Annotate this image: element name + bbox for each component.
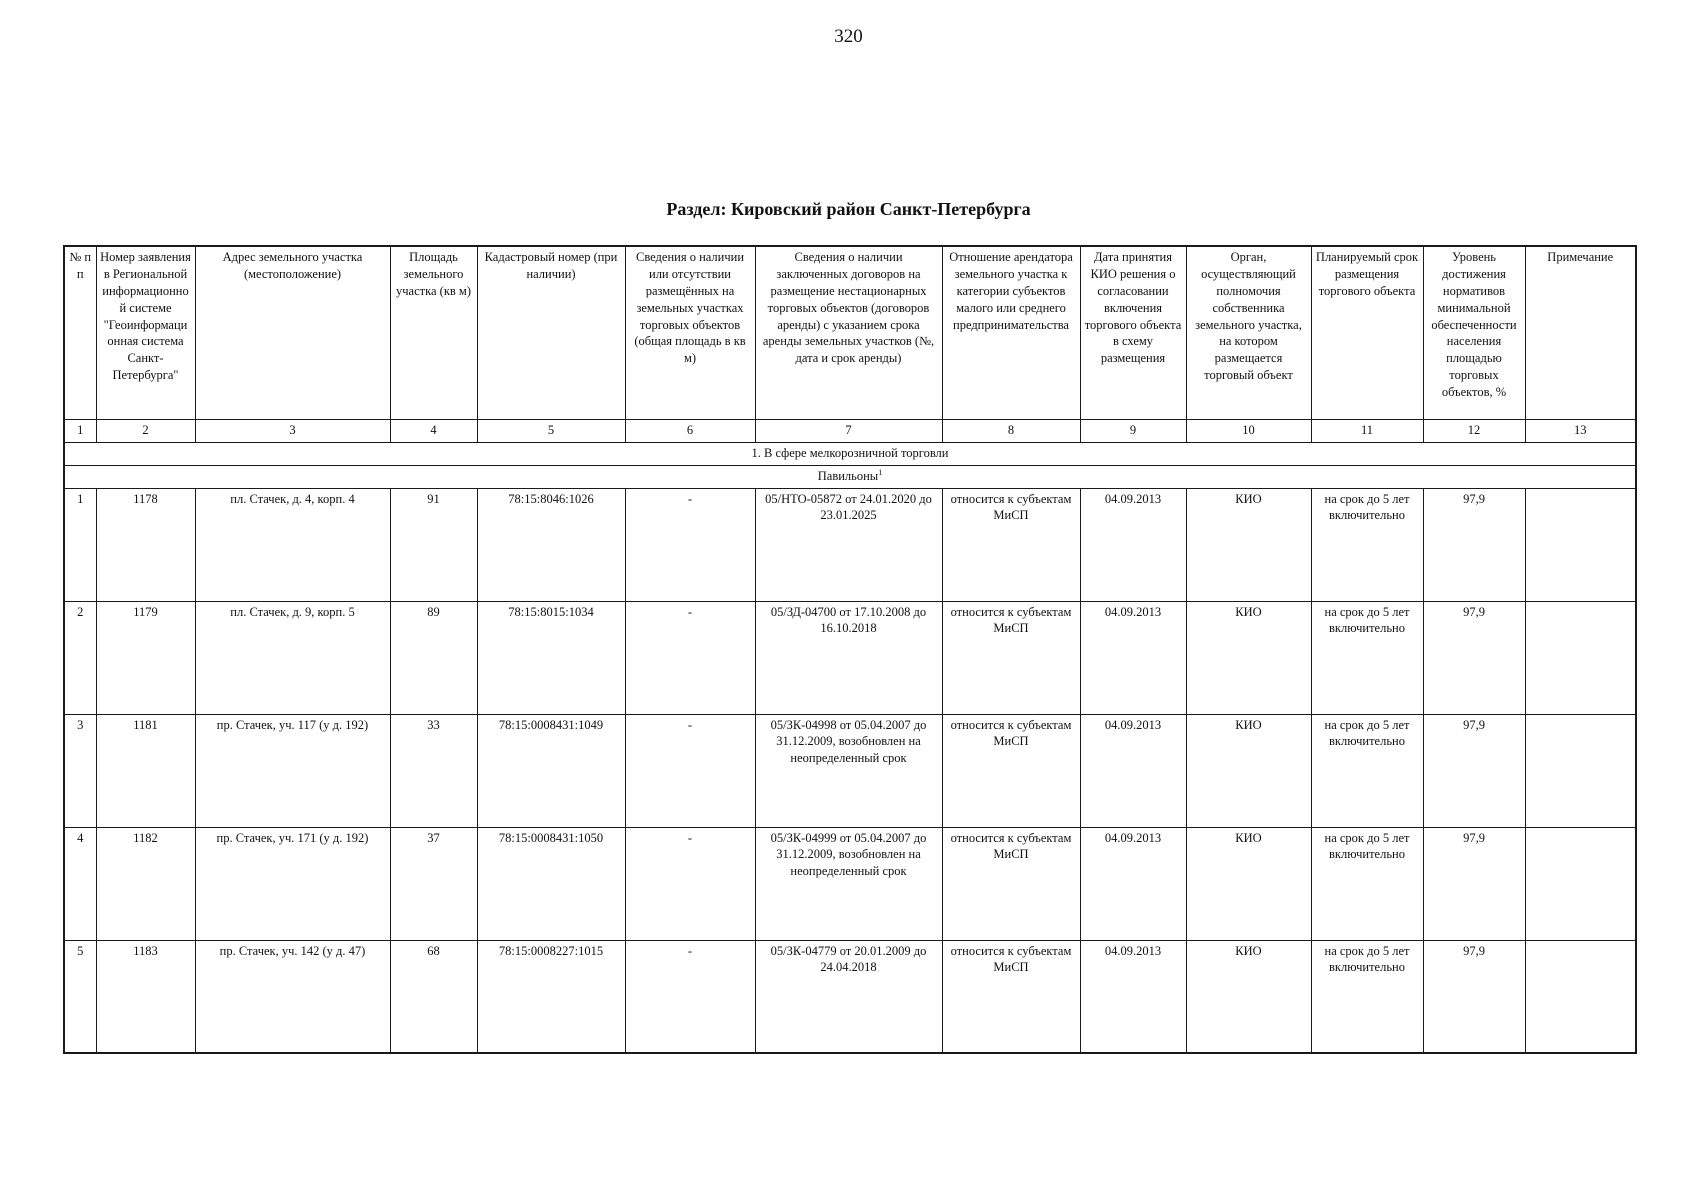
cell-address: пр. Стачек, уч. 117 (у д. 192)	[195, 714, 390, 827]
column-number: 7	[755, 419, 942, 442]
cell-provision-level: 97,9	[1423, 940, 1525, 1053]
cell-note	[1525, 940, 1636, 1053]
cell-decision-date: 04.09.2013	[1080, 601, 1186, 714]
column-header: Дата принятия КИО решения о согласовании включения торгового объекта в схему размещения	[1080, 246, 1186, 419]
column-header: Номер заявления в Региональной информационно й системе "Геоинформаци онная система Санкт-Петербурга"	[96, 246, 195, 419]
column-number: 3	[195, 419, 390, 442]
cell-address: пр. Стачек, уч. 142 (у д. 47)	[195, 940, 390, 1053]
cell-address: пл. Стачек, д. 4, корп. 4	[195, 488, 390, 601]
column-number: 2	[96, 419, 195, 442]
cell-decision-date: 04.09.2013	[1080, 488, 1186, 601]
cell-note	[1525, 488, 1636, 601]
section-title: Раздел: Кировский район Санкт-Петербурга	[666, 199, 1031, 219]
cell-index: 1	[64, 488, 96, 601]
column-header: Адрес земельного участка (местоположение)	[195, 246, 390, 419]
cell-authority: КИО	[1186, 827, 1311, 940]
cell-note	[1525, 601, 1636, 714]
column-number-row	[64, 419, 1636, 442]
cell-contract: 05/ЗК-04779 от 20.01.2009 до 24.04.2018	[755, 940, 942, 1053]
column-header: № п п	[64, 246, 96, 419]
column-header: Орган, осуществляющий полномочия собственника земельного участка, на котором размещается торговый объект	[1186, 246, 1311, 419]
cell-tenant-category: относится к субъектам МиСП	[942, 488, 1080, 601]
cell-authority: КИО	[1186, 714, 1311, 827]
cell-provision-level: 97,9	[1423, 601, 1525, 714]
cell-planned-term: на срок до 5 лет включительно	[1311, 827, 1423, 940]
cell-address: пр. Стачек, уч. 171 (у д. 192)	[195, 827, 390, 940]
cell-cadastral-number: 78:15:0008431:1049	[477, 714, 625, 827]
column-number: 9	[1080, 419, 1186, 442]
table-row	[64, 827, 1636, 940]
column-header: Сведения о наличии или отсутствии размещённых на земельных участках торговых объектов (общая площадь в кв м)	[625, 246, 755, 419]
cell-application-number: 1181	[96, 714, 195, 827]
cell-authority: КИО	[1186, 601, 1311, 714]
cell-note	[1525, 714, 1636, 827]
table-row	[64, 488, 1636, 601]
cell-area: 91	[390, 488, 477, 601]
cell-tenant-category: относится к субъектам МиСП	[942, 601, 1080, 714]
cell-address: пл. Стачек, д. 9, корп. 5	[195, 601, 390, 714]
cell-index: 2	[64, 601, 96, 714]
column-header: Кадастровый номер (при наличии)	[477, 246, 625, 419]
column-number: 12	[1423, 419, 1525, 442]
group-heading-row	[64, 442, 1636, 465]
column-header: Площадь земельного участка (кв м)	[390, 246, 477, 419]
cell-contract: 05/ЗД-04700 от 17.10.2008 до 16.10.2018	[755, 601, 942, 714]
cell-cadastral-number: 78:15:8015:1034	[477, 601, 625, 714]
subgroup-heading	[64, 465, 1636, 488]
cell-tenant-category: относится к субъектам МиСП	[942, 940, 1080, 1053]
cell-application-number: 1183	[96, 940, 195, 1053]
column-header-row	[64, 246, 1636, 419]
column-header: Отношение арендатора земельного участка к категории субъектов малого или среднего предпринимательства	[942, 246, 1080, 419]
cell-provision-level: 97,9	[1423, 488, 1525, 601]
cell-authority: КИО	[1186, 488, 1311, 601]
cell-provision-level: 97,9	[1423, 827, 1525, 940]
table-row	[64, 714, 1636, 827]
cell-planned-term: на срок до 5 лет включительно	[1311, 714, 1423, 827]
table-row	[64, 601, 1636, 714]
cell-planned-term: на срок до 5 лет включительно	[1311, 940, 1423, 1053]
cell-application-number: 1179	[96, 601, 195, 714]
cell-existing-objects: -	[625, 827, 755, 940]
group-heading: 1. В сфере мелкорозничной торговли	[64, 442, 1636, 465]
column-header: Сведения о наличии заключенных договоров на размещение нестационарных торговых объектов (договоров аренды) с указанием срока аренды земельных участков (№, дата и срок аренды)	[755, 246, 942, 419]
cell-index: 4	[64, 827, 96, 940]
cell-area: 37	[390, 827, 477, 940]
cell-application-number: 1182	[96, 827, 195, 940]
column-header: Планируемый срок размещения торгового объекта	[1311, 246, 1423, 419]
cell-tenant-category: относится к субъектам МиСП	[942, 827, 1080, 940]
cell-contract: 05/НТО-05872 от 24.01.2020 до 23.01.2025	[755, 488, 942, 601]
column-number: 5	[477, 419, 625, 442]
cell-note	[1525, 827, 1636, 940]
cell-cadastral-number: 78:15:8046:1026	[477, 488, 625, 601]
cell-existing-objects: -	[625, 601, 755, 714]
cell-decision-date: 04.09.2013	[1080, 714, 1186, 827]
registry-table	[63, 245, 1637, 1054]
cell-index: 3	[64, 714, 96, 827]
cell-planned-term: на срок до 5 лет включительно	[1311, 488, 1423, 601]
cell-index: 5	[64, 940, 96, 1053]
page-number: 320	[834, 26, 863, 47]
cell-authority: КИО	[1186, 940, 1311, 1053]
footnote-marker: 1	[878, 467, 883, 477]
cell-application-number: 1178	[96, 488, 195, 601]
column-number: 13	[1525, 419, 1636, 442]
cell-area: 33	[390, 714, 477, 827]
column-header: Примечание	[1525, 246, 1636, 419]
subgroup-heading-label: Павильоны	[817, 469, 879, 484]
table-row	[64, 940, 1636, 1053]
cell-decision-date: 04.09.2013	[1080, 940, 1186, 1053]
cell-cadastral-number: 78:15:0008227:1015	[477, 940, 625, 1053]
column-number: 1	[64, 419, 96, 442]
cell-planned-term: на срок до 5 лет включительно	[1311, 601, 1423, 714]
column-number: 6	[625, 419, 755, 442]
cell-cadastral-number: 78:15:0008431:1050	[477, 827, 625, 940]
cell-decision-date: 04.09.2013	[1080, 827, 1186, 940]
cell-existing-objects: -	[625, 488, 755, 601]
cell-tenant-category: относится к субъектам МиСП	[942, 714, 1080, 827]
column-number: 8	[942, 419, 1080, 442]
column-number: 11	[1311, 419, 1423, 442]
subgroup-heading-row	[64, 465, 1636, 488]
cell-existing-objects: -	[625, 714, 755, 827]
column-header: Уровень достижения нормативов минимальной обеспеченности населения площадью торговых объектов, %	[1423, 246, 1525, 419]
cell-existing-objects: -	[625, 940, 755, 1053]
column-number: 4	[390, 419, 477, 442]
cell-area: 89	[390, 601, 477, 714]
cell-area: 68	[390, 940, 477, 1053]
cell-provision-level: 97,9	[1423, 714, 1525, 827]
column-number: 10	[1186, 419, 1311, 442]
cell-contract: 05/ЗК-04998 от 05.04.2007 до 31.12.2009, возобновлен на неопределенный срок	[755, 714, 942, 827]
cell-contract: 05/ЗК-04999 от 05.04.2007 до 31.12.2009, возобновлен на неопределенный срок	[755, 827, 942, 940]
